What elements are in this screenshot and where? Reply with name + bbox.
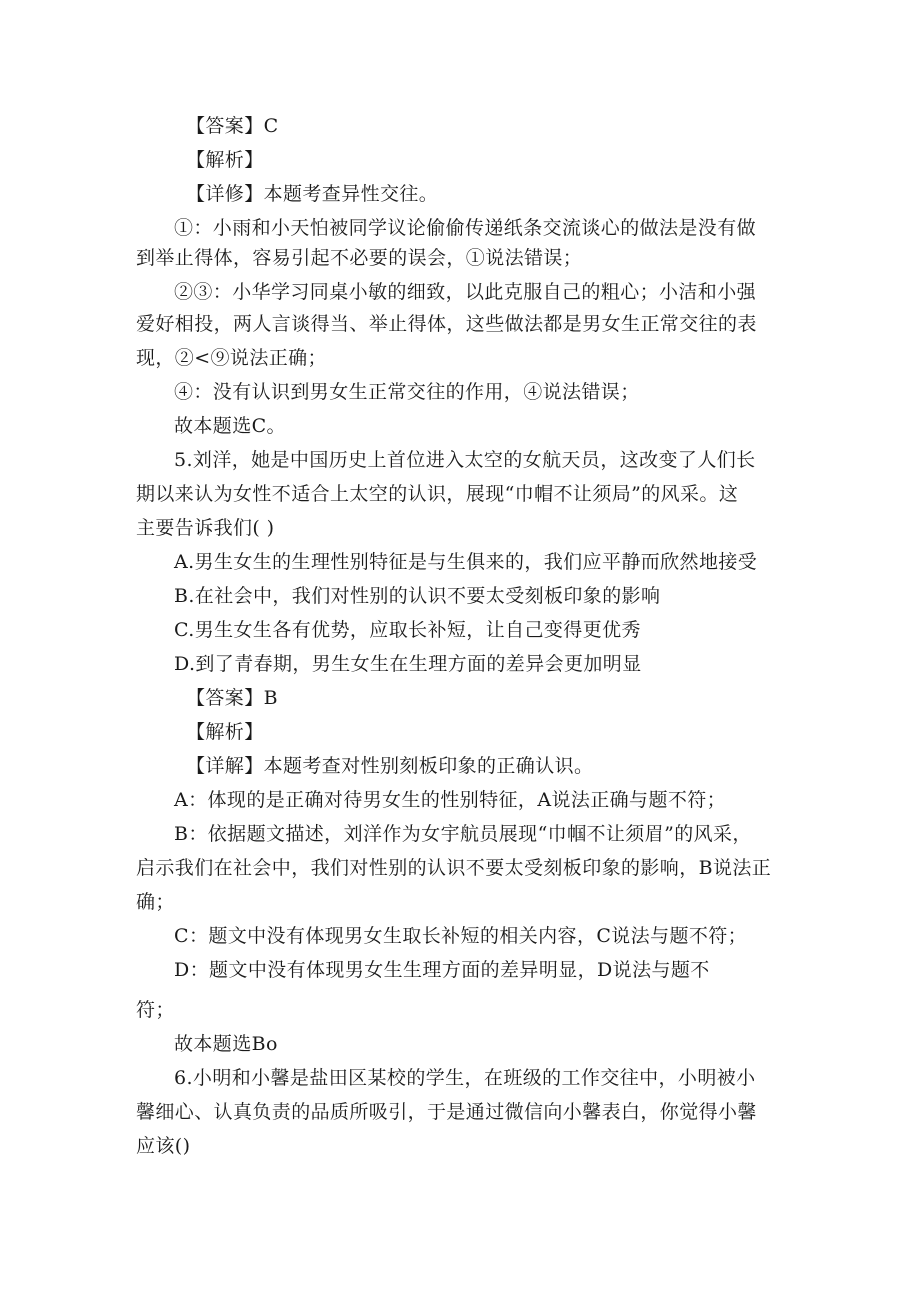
paragraph-line: A：体现的是正确对待男女生的性别特征，A说法正确与题不符；	[174, 789, 727, 811]
conclusion-q5: 故本题选Bo	[174, 1033, 278, 1055]
paragraph-line: 符；	[136, 999, 175, 1021]
detail-explanation-q4: 【详修】本题考查异性交往。	[186, 183, 439, 205]
question-6-stem: 馨细心、认真负责的品质所吸引，于是通过微信向小馨表白，你觉得小馨	[136, 1101, 757, 1123]
analysis-label-q4: 【解析】	[186, 149, 264, 171]
paragraph-line: ④：没有认识到男女生正常交往的作用，④说法错误；	[174, 381, 640, 403]
question-6-stem: 应该()	[136, 1135, 191, 1157]
question-5-stem: 5.刘洋，她是中国历史上首位进入太空的女航天员，这改变了人们长	[174, 449, 756, 471]
paragraph-line: B：依据题文描述，刘洋作为女宇航员展现“巾帼不让须眉”的风采，	[174, 823, 752, 845]
analysis-label-q5: 【解析】	[186, 721, 264, 743]
paragraph-line: 现，②<⑨说法正确；	[136, 347, 327, 369]
answer-label-q4: 【答案】C	[186, 115, 279, 137]
question-5-stem: 期以来认为女性不适合上太空的认识，展现“巾帽不让须局”的风采。这	[136, 483, 739, 505]
paragraph-line: 到举止得体，容易引起不必要的误会，①说法错误；	[136, 247, 583, 269]
paragraph-line: 确；	[136, 891, 175, 913]
paragraph-line: ②③：小华学习同桌小敏的细致，以此克服自己的粗心；小洁和小强	[174, 281, 757, 303]
question-6-stem: 6.小明和小馨是盐田区某校的学生，在班级的工作交往中，小明被小	[174, 1067, 756, 1089]
option-d: D.到了青春期，男生女生在生理方面的差异会更加明显	[174, 653, 642, 675]
question-5-stem: 主要告诉我们( )	[136, 517, 275, 539]
detail-explanation-q5: 【详解】本题考查对性别刻板印象的正确认识。	[186, 755, 594, 777]
paragraph-line: D：题文中没有体现男女生生理方面的差异明显，D说法与题不	[174, 959, 710, 981]
answer-label-q5: 【答案】B	[186, 687, 278, 709]
paragraph-line: ①：小雨和小天怕被同学议论偷偷传递纸条交流谈心的做法是没有做	[174, 217, 757, 239]
paragraph-line: 爱好相投，两人言谈得当、举止得体，这些做法都是男女生正常交往的表	[136, 313, 757, 335]
option-a: A.男生女生的生理性别特征是与生俱来的，我们应平静而欣然地接受	[174, 551, 758, 573]
paragraph-line: C：题文中没有体现男女生取长补短的相关内容，C说法与题不符；	[174, 925, 748, 947]
option-c: C.男生女生各有优势，应取长补短，让自己变得更优秀	[174, 619, 641, 641]
paragraph-line: 启示我们在社会中，我们对性别的认识不要太受刻板印象的影响，B说法正	[136, 857, 772, 879]
option-b: B.在社会中，我们对性别的认识不要太受刻板印象的影响	[174, 585, 661, 607]
conclusion-q4: 故本题选C。	[174, 415, 286, 437]
